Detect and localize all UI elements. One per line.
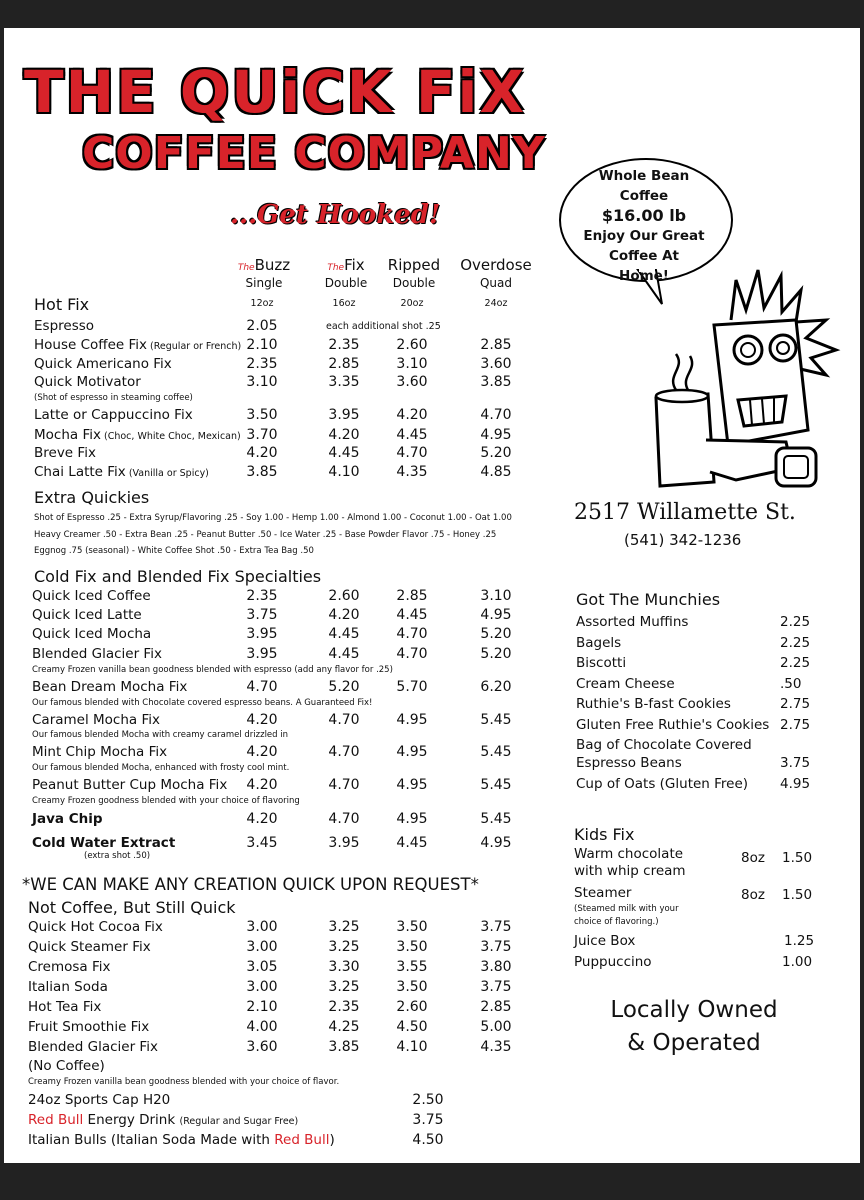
- munchies-price: 2.25: [780, 614, 811, 630]
- menu-item-price: 5.45: [480, 712, 512, 728]
- menu-item-price: 4.20: [396, 407, 428, 423]
- extras-line: Heavy Creamer .50 - Extra Bean .25 - Peanut Butter .50 - Ice Water .25 - Base Powder Flavor .75 - Honey .25: [34, 530, 497, 540]
- price: 2.05: [246, 318, 278, 334]
- menu-item-price: 4.95: [480, 607, 512, 623]
- item-italian-bulls: [28, 1132, 335, 1148]
- espresso-note: each additional shot .25: [326, 321, 441, 332]
- menu-item-price: 4.45: [328, 626, 360, 642]
- menu-item-price: 3.25: [328, 919, 360, 935]
- menu-item-price: 3.25: [328, 979, 360, 995]
- menu-item-desc: Our famous blended Mocha, enhanced with frosty cool mint.: [32, 763, 290, 773]
- menu-item-price: 3.95: [246, 626, 278, 642]
- bubble-line: Home!: [619, 268, 669, 284]
- menu-item-price: 2.35: [328, 999, 360, 1015]
- menu-item-price: 4.50: [396, 1019, 428, 1035]
- menu-item-price: 3.60: [396, 374, 428, 390]
- bulls-brand: Red Bull: [274, 1132, 330, 1148]
- item-redbull: [28, 1112, 298, 1128]
- col-prefix: The: [327, 263, 345, 273]
- munchies-item: Bagels: [576, 635, 622, 651]
- section-title-notcoffee: Not Coffee, But Still Quick: [28, 898, 236, 917]
- kids-juice: Juice Box: [574, 933, 636, 949]
- menu-item-price: 4.70: [396, 445, 428, 461]
- menu-item-price: 4.10: [328, 464, 360, 480]
- menu-item-price: 3.50: [246, 407, 278, 423]
- menu-item-name: Bean Dream Mocha Fix: [32, 679, 188, 695]
- menu-item-price: 4.45: [396, 607, 428, 623]
- mascot-illustration: [636, 250, 856, 490]
- menu-item-price: 4.70: [328, 777, 360, 793]
- munchies-item: Ruthie's B-fast Cookies: [576, 696, 731, 712]
- tagline: ...Get Hooked!: [230, 200, 441, 230]
- section-title-hot: Hot Fix: [34, 295, 90, 314]
- price: 3.75: [412, 1112, 444, 1128]
- menu-item-price: 4.70: [328, 811, 360, 827]
- oz-label: 12oz: [250, 298, 274, 309]
- glacier-sub: (No Coffee): [28, 1058, 105, 1074]
- steamer-desc: (Steamed milk with your: [574, 904, 679, 914]
- menu-item-price: 3.55: [396, 959, 428, 975]
- menu-item-price: 3.95: [246, 646, 278, 662]
- menu-item-name: Peanut Butter Cup Mocha Fix: [32, 777, 228, 793]
- menu-item-price: 5.45: [480, 811, 512, 827]
- menu-item-price: 3.00: [246, 919, 278, 935]
- col-size: Double: [392, 276, 436, 290]
- menu-item-price: 3.10: [480, 588, 512, 604]
- menu-item-price: 4.70: [396, 646, 428, 662]
- munchies-price: 4.95: [780, 776, 811, 792]
- menu-item-price: 2.35: [246, 356, 278, 372]
- menu-item-price: 5.20: [480, 646, 512, 662]
- menu-item-price: 4.35: [480, 1039, 512, 1055]
- menu-item-price: 4.20: [246, 811, 278, 827]
- oz-label: 20oz: [400, 298, 424, 309]
- menu-item-name: Breve Fix: [34, 445, 96, 461]
- menu-item-price: 3.50: [396, 979, 428, 995]
- col-name: Buzz: [254, 256, 291, 274]
- item-espresso: Espresso: [34, 318, 95, 334]
- kids-steamer: Steamer: [574, 885, 632, 901]
- menu-item-name: Mint Chip Mocha Fix: [32, 744, 168, 760]
- menu-item-price: 5.45: [480, 744, 512, 760]
- munchies-item: Cream Cheese: [576, 676, 675, 692]
- munchies-item: Assorted Muffins: [576, 614, 689, 630]
- menu-item-price: 5.45: [480, 777, 512, 793]
- menu-item-name: Quick Steamer Fix: [28, 939, 151, 955]
- menu-item-name: Quick Iced Coffee: [32, 588, 151, 604]
- oz-label: 24oz: [484, 298, 508, 309]
- menu-item-price: 4.20: [328, 607, 360, 623]
- address: 2517 Willamette St.: [574, 500, 796, 525]
- menu-item-price: 2.60: [396, 999, 428, 1015]
- munchies-item: Bag of Chocolate Covered: [576, 737, 752, 753]
- menu-item-price: 3.10: [246, 374, 278, 390]
- oz-label: 16oz: [332, 298, 356, 309]
- bulls-name: Italian Bulls (Italian Soda Made with: [28, 1132, 275, 1148]
- menu-item-price: 4.70: [328, 744, 360, 760]
- motivator-desc: (Shot of espresso in steaming coffee): [34, 393, 193, 403]
- price: 1.50: [782, 850, 813, 866]
- col-size: Quad: [479, 276, 513, 290]
- col-header-buzz: [224, 256, 304, 290]
- menu-item-price: 3.00: [246, 979, 278, 995]
- menu-item-name: Cold Water Extract: [32, 835, 176, 851]
- menu-item-name: Italian Soda: [28, 979, 108, 995]
- menu-item-price: 3.05: [246, 959, 278, 975]
- logo-title: THE QUiCK FiX: [24, 58, 527, 126]
- menu-item-price: 3.85: [246, 464, 278, 480]
- col-size: Single: [245, 276, 283, 290]
- menu-item-name: Fruit Smoothie Fix: [28, 1019, 150, 1035]
- col-name: Fix: [344, 256, 365, 274]
- menu-item-price: 3.50: [396, 939, 428, 955]
- redbull-note: (Regular and Sugar Free): [179, 1116, 299, 1127]
- menu-item-name: Quick Iced Mocha: [32, 626, 152, 642]
- menu-item-price: 2.85: [396, 588, 428, 604]
- menu-item-name: Quick Hot Cocoa Fix: [28, 919, 163, 935]
- menu-item-name: Mocha Fix (Choc, White Choc, Mexican): [34, 427, 241, 443]
- extras-line: Shot of Espresso .25 - Extra Syrup/Flavoring .25 - Soy 1.00 - Hemp 1.00 - Almond 1.00 - Coconut 1.00 - Oat 1.00: [34, 513, 512, 523]
- menu-item-price: 2.10: [246, 337, 278, 353]
- section-title-cold: Cold Fix and Blended Fix Specialties: [34, 567, 322, 586]
- price: 1.00: [782, 954, 813, 970]
- menu-item-price: 4.70: [480, 407, 512, 423]
- munchies-price: 2.75: [780, 717, 811, 733]
- kids-warm-sub: with whip cream: [574, 863, 686, 879]
- menu-item-price: 4.70: [246, 679, 278, 695]
- price: 2.50: [412, 1092, 444, 1108]
- munchies-price: 3.75: [780, 755, 811, 771]
- munchies-item: Biscotti: [576, 655, 627, 671]
- menu-item-price: 4.85: [480, 464, 512, 480]
- col-name: Ripped: [387, 256, 441, 274]
- menu-item-price: 3.60: [480, 356, 512, 372]
- steamer-desc: choice of flavoring.): [574, 917, 659, 927]
- col-header-ripped: [374, 256, 454, 290]
- menu-item-price: 5.20: [328, 679, 360, 695]
- munchies-price: 2.25: [780, 655, 811, 671]
- bubble-line: Coffee At: [608, 248, 680, 264]
- menu-item-price: 4.20: [246, 777, 278, 793]
- munchies-item: Gluten Free Ruthie's Cookies: [576, 717, 770, 733]
- kids-warm: Warm chocolate: [574, 846, 684, 862]
- menu-item-name: Quick Iced Latte: [32, 607, 142, 623]
- request-banner: *WE CAN MAKE ANY CREATION QUICK UPON REQUEST*: [22, 875, 479, 894]
- col-size: Double: [324, 276, 368, 290]
- redbull-brand: Red Bull: [28, 1112, 84, 1128]
- price: 1.25: [784, 933, 815, 949]
- menu-item-name: Quick Motivator: [34, 374, 141, 390]
- menu-item-price: 3.30: [328, 959, 360, 975]
- menu-item-price: 2.35: [246, 588, 278, 604]
- price: 1.50: [782, 887, 813, 903]
- menu-item-name: Caramel Mocha Fix: [32, 712, 160, 728]
- menu-item-price: 4.70: [396, 626, 428, 642]
- menu-item-name: Java Chip: [32, 811, 103, 827]
- menu-item-price: 3.85: [480, 374, 512, 390]
- menu-item-price: 2.35: [328, 337, 360, 353]
- menu-item-price: 5.00: [480, 1019, 512, 1035]
- menu-item-price: 4.95: [396, 811, 428, 827]
- menu-item-price: 3.75: [480, 919, 512, 935]
- menu-item-price: 3.00: [246, 939, 278, 955]
- menu-item-price: 2.85: [328, 356, 360, 372]
- section-title-extras: Extra Quickies: [34, 488, 150, 507]
- menu-item-price: 4.95: [396, 712, 428, 728]
- menu-item-price: 4.70: [328, 712, 360, 728]
- menu-item-price: 3.95: [328, 835, 360, 851]
- menu-item-price: 4.20: [246, 445, 278, 461]
- menu-sheet: [4, 28, 860, 1163]
- menu-item-name: Hot Tea Fix: [28, 999, 102, 1015]
- menu-item-price: 4.45: [396, 835, 428, 851]
- menu-item-price: 3.75: [480, 979, 512, 995]
- menu-item-price: 4.95: [396, 777, 428, 793]
- menu-item-price: 4.10: [396, 1039, 428, 1055]
- menu-item-price: 4.45: [328, 646, 360, 662]
- menu-item-price: 3.75: [480, 939, 512, 955]
- menu-item-price: 2.60: [328, 588, 360, 604]
- menu-item-name: Blended Glacier Fix: [32, 646, 162, 662]
- menu-item-price: 3.25: [328, 939, 360, 955]
- menu-item-price: 3.45: [246, 835, 278, 851]
- menu-item-price: 3.70: [246, 427, 278, 443]
- menu-item-price: 4.25: [328, 1019, 360, 1035]
- menu-item-price: 3.10: [396, 356, 428, 372]
- bulls-close: ): [329, 1132, 335, 1148]
- size: 8oz: [741, 887, 765, 903]
- menu-item-name: Chai Latte Fix (Vanilla or Spicy): [34, 464, 209, 480]
- local-line: Locally Owned: [610, 997, 778, 1023]
- munchies-price: 2.75: [780, 696, 811, 712]
- bubble-line: Whole Bean: [598, 168, 690, 184]
- menu-item-name: Latte or Cappuccino Fix: [34, 407, 193, 423]
- menu-item-price: 3.85: [328, 1039, 360, 1055]
- munchies-item: Cup of Oats (Gluten Free): [576, 776, 749, 792]
- menu-item-price: 4.95: [480, 427, 512, 443]
- phone: (541) 342-1236: [624, 531, 742, 549]
- menu-item-note: (Regular or French): [147, 341, 242, 352]
- locally-owned: [584, 994, 804, 1060]
- menu-item-price: 3.75: [246, 607, 278, 623]
- menu-item-price: 4.45: [396, 427, 428, 443]
- col-prefix: The: [237, 263, 255, 273]
- munchies-price: 2.25: [780, 635, 811, 651]
- local-line: & Operated: [627, 1030, 761, 1056]
- bubble-line: Enjoy Our Great: [583, 228, 705, 244]
- menu-item-price: 4.20: [328, 427, 360, 443]
- menu-item-desc: Our famous blended Mocha with creamy caramel drizzled in: [32, 730, 289, 740]
- kids-pup: Puppuccino: [574, 954, 652, 970]
- section-title-kids: Kids Fix: [574, 825, 635, 844]
- menu-item-price: 4.45: [328, 445, 360, 461]
- col-header-overdose: [456, 256, 536, 290]
- menu-item-name: Cremosa Fix: [28, 959, 111, 975]
- menu-item-desc: Creamy Frozen vanilla bean goodness blended with espresso (add any flavor for .25): [32, 665, 393, 675]
- menu-item-price: 6.20: [480, 679, 512, 695]
- logo-subtitle: COFFEE COMPANY: [82, 128, 546, 179]
- menu-item-price: 4.35: [396, 464, 428, 480]
- menu-item-price: 3.95: [328, 407, 360, 423]
- item-sports: 24oz Sports Cap H20: [28, 1092, 171, 1108]
- bubble-price: $16.00 lb: [601, 206, 687, 225]
- menu-item-price: 3.35: [328, 374, 360, 390]
- menu-item-price: 2.85: [480, 999, 512, 1015]
- redbull-name: Energy Drink: [83, 1112, 176, 1128]
- menu-item-price: 3.50: [396, 919, 428, 935]
- glacier-desc: Creamy Frozen vanilla bean goodness blended with your choice of flavor.: [28, 1077, 340, 1087]
- menu-item-note: (Vanilla or Spicy): [125, 468, 209, 479]
- menu-item-note: (Choc, White Choc, Mexican): [100, 431, 241, 442]
- menu-item-price: 5.20: [480, 445, 512, 461]
- menu-item-price: 2.85: [480, 337, 512, 353]
- menu-item-desc: Our famous blended with Chocolate covered espresso beans. A Guaranteed Fix!: [32, 698, 373, 708]
- menu-item-desc: (extra shot .50): [84, 851, 151, 861]
- price: 4.50: [412, 1132, 444, 1148]
- munchies-item: Espresso Beans: [576, 755, 682, 771]
- bubble-line: Coffee: [619, 188, 669, 204]
- menu-item-name: House Coffee Fix (Regular or French): [34, 337, 242, 353]
- menu-item-name: Blended Glacier Fix: [28, 1039, 158, 1055]
- menu-item-desc: Creamy Frozen goodness blended with your choice of flavoring: [32, 796, 300, 806]
- menu-item-price: 5.20: [480, 626, 512, 642]
- menu-item-price: 4.20: [246, 712, 278, 728]
- menu-item-price: 4.95: [480, 835, 512, 851]
- menu-item-price: 4.00: [246, 1019, 278, 1035]
- col-name: Overdose: [460, 256, 532, 274]
- menu-item-price: 4.20: [246, 744, 278, 760]
- menu-item-name: Quick Americano Fix: [34, 356, 172, 372]
- extras-line: Eggnog .75 (seasonal) - White Coffee Shot .50 - Extra Tea Bag .50: [34, 546, 314, 556]
- menu-item-price: 4.95: [396, 744, 428, 760]
- size: 8oz: [741, 850, 765, 866]
- menu-item-price: 3.60: [246, 1039, 278, 1055]
- menu-item-price: 5.70: [396, 679, 428, 695]
- menu-item-price: 3.80: [480, 959, 512, 975]
- menu-item-price: 2.60: [396, 337, 428, 353]
- menu-item-price: 2.10: [246, 999, 278, 1015]
- section-title-munchies: Got The Munchies: [576, 590, 721, 609]
- munchies-price: .50: [780, 676, 802, 692]
